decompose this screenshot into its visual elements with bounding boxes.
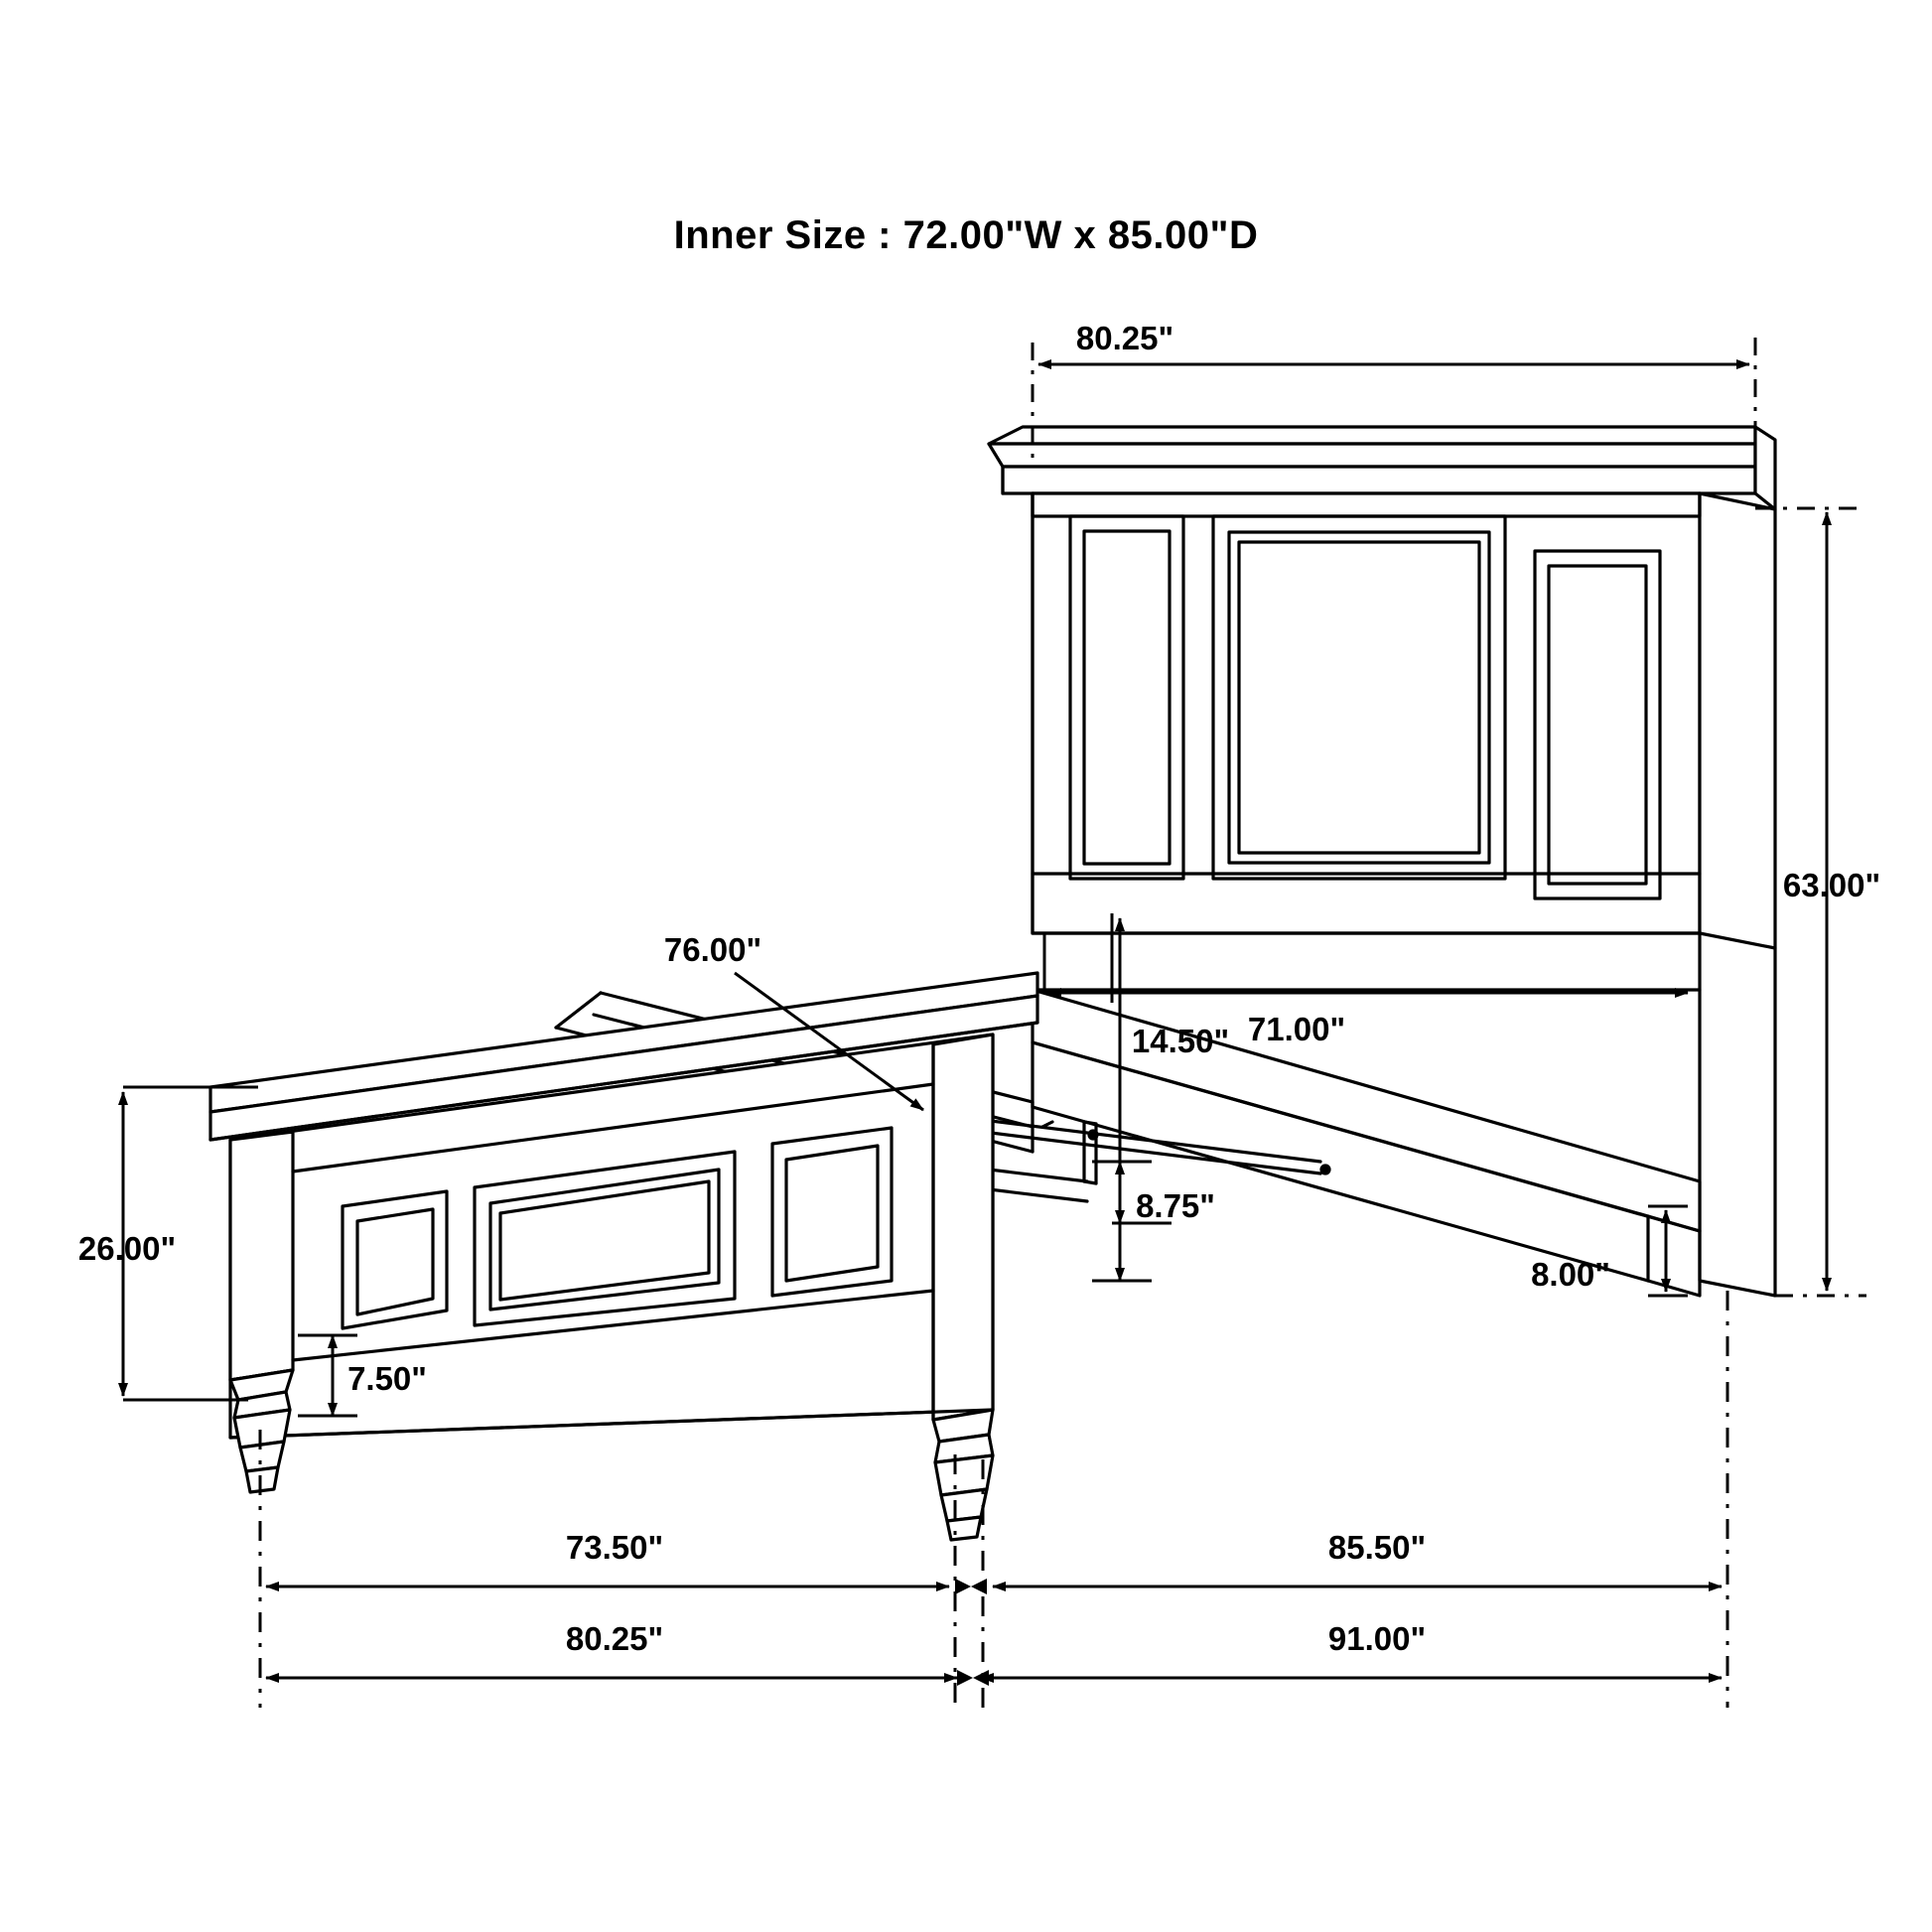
dim-label-headboard-inner-width: 71.00" bbox=[1247, 1011, 1346, 1047]
dim-label-leg-height: 7.50" bbox=[347, 1360, 427, 1397]
dim-label-clearance-upper: 14.50" bbox=[1131, 1023, 1230, 1059]
dimline-headboard-inner-width bbox=[1044, 933, 1688, 993]
dim-label-overall-width: 80.25" bbox=[565, 1620, 664, 1657]
dim-label-footboard-width: 73.50" bbox=[565, 1529, 664, 1566]
page-title: Inner Size : 72.00"W x 85.00"D bbox=[673, 213, 1259, 257]
dim-label-footboard-height: 26.00" bbox=[77, 1230, 177, 1267]
dim-label-clearance-lower: 8.75" bbox=[1136, 1187, 1215, 1224]
dim-label-side-rail-height: 8.00" bbox=[1531, 1256, 1610, 1293]
dim-label-top-width: 80.25" bbox=[1075, 320, 1174, 356]
leader-rail-length bbox=[735, 973, 923, 1110]
dim-label-overall-depth: 91.00" bbox=[1327, 1620, 1427, 1657]
dim-label-rail-length: 76.00" bbox=[663, 931, 762, 968]
dim-label-side-depth: 85.50" bbox=[1327, 1529, 1427, 1566]
dim-label-overall-height: 63.00" bbox=[1782, 867, 1881, 903]
dimline-side-rail-height bbox=[1648, 1206, 1688, 1296]
